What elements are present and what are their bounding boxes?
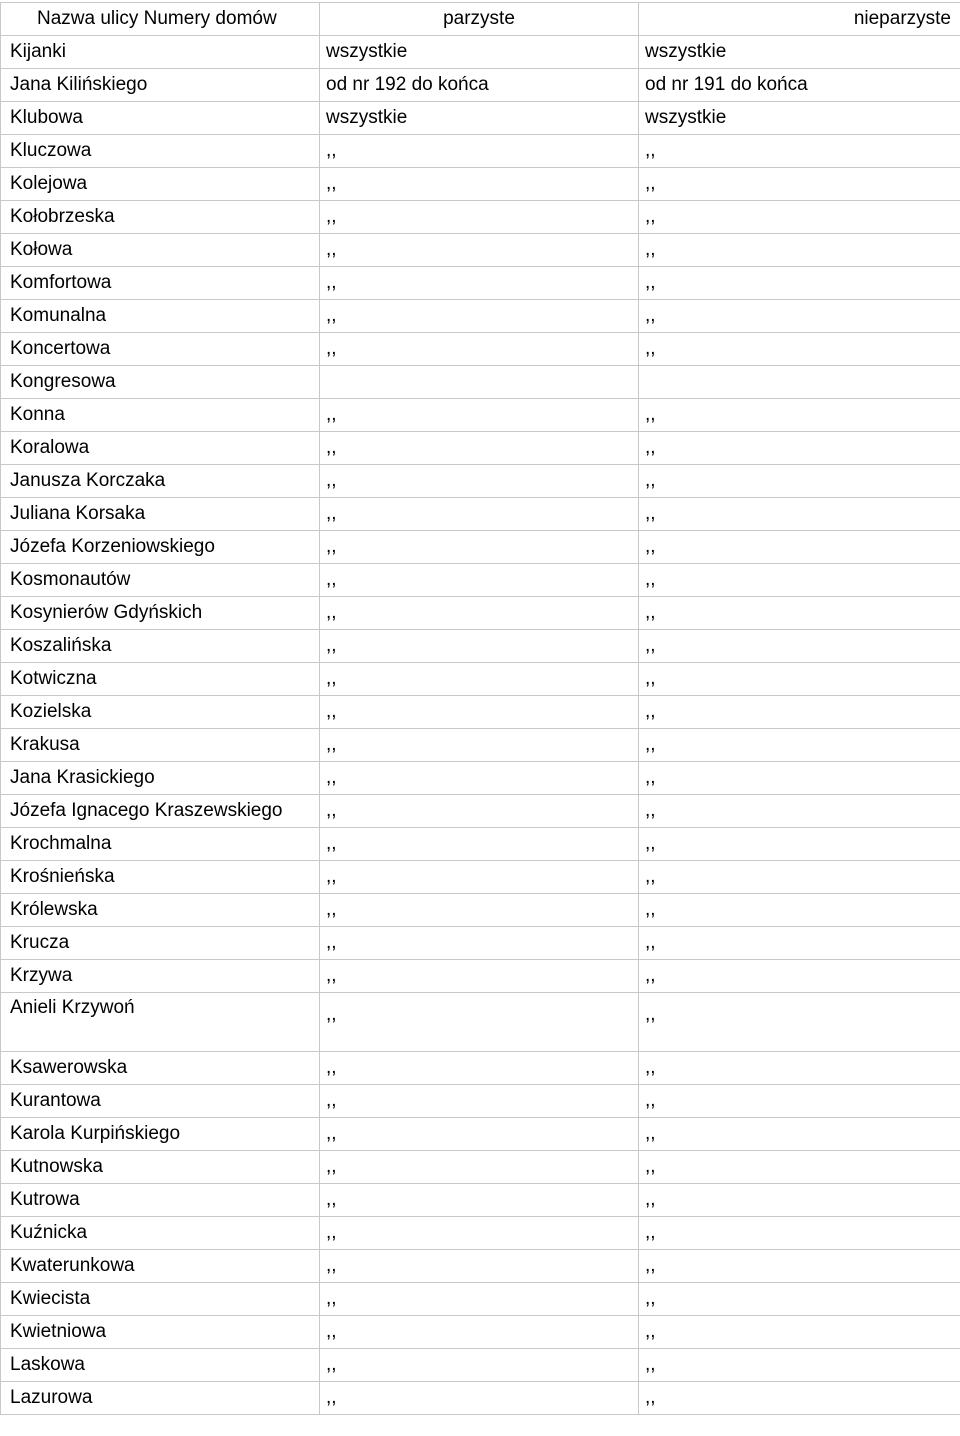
even-numbers-cell: ,, [320, 531, 639, 564]
street-name-cell: Krochmalna [1, 828, 320, 861]
even-numbers-cell: ,, [320, 927, 639, 960]
street-name-cell: Koszalińska [1, 630, 320, 663]
even-numbers-cell: ,, [320, 729, 639, 762]
odd-numbers-cell: ,, [639, 201, 960, 234]
table-row [1, 1382, 960, 1415]
odd-numbers-cell: ,, [639, 630, 960, 663]
odd-numbers-cell: wszystkie [639, 102, 960, 135]
street-name-cell: Klubowa [1, 102, 320, 135]
even-numbers-cell: ,, [320, 168, 639, 201]
odd-numbers-cell: ,, [639, 795, 960, 828]
street-name-cell: Krośnieńska [1, 861, 320, 894]
odd-numbers-cell: ,, [639, 300, 960, 333]
street-name-cell: Kwiecista [1, 1283, 320, 1316]
street-name-cell: Ksawerowska [1, 1052, 320, 1085]
odd-numbers-cell: ,, [639, 663, 960, 696]
odd-numbers-cell: ,, [639, 828, 960, 861]
table-row [1, 1052, 960, 1085]
table-row [1, 531, 960, 564]
odd-numbers-cell: ,, [639, 1151, 960, 1184]
table-row [1, 1283, 960, 1316]
even-numbers-cell: ,, [320, 1283, 639, 1316]
streets-table [0, 2, 960, 1415]
odd-numbers-cell: ,, [639, 1217, 960, 1250]
even-numbers-cell: ,, [320, 597, 639, 630]
table-row [1, 1217, 960, 1250]
table-row [1, 1151, 960, 1184]
even-numbers-cell: ,, [320, 498, 639, 531]
odd-numbers-cell: ,, [639, 993, 960, 1052]
odd-numbers-cell: ,, [639, 135, 960, 168]
header-street-numbers: Nazwa ulicy Numery domów [1, 3, 320, 36]
street-name-cell: Kołobrzeska [1, 201, 320, 234]
even-numbers-cell: ,, [320, 1052, 639, 1085]
odd-numbers-cell: ,, [639, 1085, 960, 1118]
street-name-cell: Anieli Krzywoń [1, 993, 320, 1052]
street-name-cell: Komunalna [1, 300, 320, 333]
odd-numbers-cell: ,, [639, 531, 960, 564]
table-row [1, 960, 960, 993]
even-numbers-cell: ,, [320, 465, 639, 498]
table-row [1, 465, 960, 498]
odd-numbers-cell: ,, [639, 1349, 960, 1382]
even-numbers-cell: ,, [320, 1118, 639, 1151]
even-numbers-cell: ,, [320, 135, 639, 168]
odd-numbers-cell: ,, [639, 564, 960, 597]
odd-numbers-cell: ,, [639, 729, 960, 762]
street-name-cell: Kołowa [1, 234, 320, 267]
street-name-cell: Jana Krasickiego [1, 762, 320, 795]
even-numbers-cell: ,, [320, 1349, 639, 1382]
table-header-row [1, 3, 960, 36]
odd-numbers-cell: wszystkie [639, 36, 960, 69]
table-row [1, 168, 960, 201]
odd-numbers-cell: ,, [639, 333, 960, 366]
streets-table-body [1, 3, 960, 1415]
odd-numbers-cell [639, 366, 960, 399]
table-row [1, 1184, 960, 1217]
table-row [1, 36, 960, 69]
table-row [1, 894, 960, 927]
even-numbers-cell: ,, [320, 861, 639, 894]
even-numbers-cell: ,, [320, 894, 639, 927]
table-row [1, 1316, 960, 1349]
table-row [1, 993, 960, 1052]
odd-numbers-cell: ,, [639, 1316, 960, 1349]
even-numbers-cell: ,, [320, 1316, 639, 1349]
even-numbers-cell: ,, [320, 1184, 639, 1217]
table-row [1, 564, 960, 597]
table-row [1, 762, 960, 795]
odd-numbers-cell: ,, [639, 1184, 960, 1217]
table-row [1, 663, 960, 696]
even-numbers-cell: ,, [320, 333, 639, 366]
odd-numbers-cell: ,, [639, 861, 960, 894]
even-numbers-cell: ,, [320, 1151, 639, 1184]
table-row [1, 69, 960, 102]
street-name-cell: Karola Kurpińskiego [1, 1118, 320, 1151]
street-name-cell: Kutrowa [1, 1184, 320, 1217]
street-name-cell: Kluczowa [1, 135, 320, 168]
table-row [1, 1118, 960, 1151]
table-row [1, 366, 960, 399]
odd-numbers-cell: ,, [639, 1382, 960, 1415]
even-numbers-cell: ,, [320, 1217, 639, 1250]
table-row [1, 333, 960, 366]
odd-numbers-cell: ,, [639, 1118, 960, 1151]
street-name-cell: Kotwiczna [1, 663, 320, 696]
even-numbers-cell: ,, [320, 1250, 639, 1283]
street-name-cell: Juliana Korsaka [1, 498, 320, 531]
street-name-cell: Kurantowa [1, 1085, 320, 1118]
street-name-cell: Kolejowa [1, 168, 320, 201]
even-numbers-cell: ,, [320, 432, 639, 465]
table-row [1, 135, 960, 168]
street-name-cell: Jana Kilińskiego [1, 69, 320, 102]
table-row [1, 300, 960, 333]
street-name-cell: Koralowa [1, 432, 320, 465]
even-numbers-cell: ,, [320, 399, 639, 432]
table-row [1, 861, 960, 894]
even-numbers-cell: ,, [320, 564, 639, 597]
odd-numbers-cell: ,, [639, 1283, 960, 1316]
street-name-cell: Krucza [1, 927, 320, 960]
table-row [1, 1250, 960, 1283]
even-numbers-cell: ,, [320, 960, 639, 993]
odd-numbers-cell: ,, [639, 498, 960, 531]
street-name-cell: Królewska [1, 894, 320, 927]
street-name-cell: Kutnowska [1, 1151, 320, 1184]
street-name-cell: Konna [1, 399, 320, 432]
street-name-cell: Kosynierów Gdyńskich [1, 597, 320, 630]
even-numbers-cell: wszystkie [320, 36, 639, 69]
street-name-cell: Janusza Korczaka [1, 465, 320, 498]
street-name-cell: Komfortowa [1, 267, 320, 300]
table-row [1, 102, 960, 135]
even-numbers-cell: od nr 192 do końca [320, 69, 639, 102]
table-row [1, 927, 960, 960]
odd-numbers-cell: ,, [639, 762, 960, 795]
street-name-cell: Józefa Korzeniowskiego [1, 531, 320, 564]
table-row [1, 1349, 960, 1382]
street-name-cell: Krakusa [1, 729, 320, 762]
even-numbers-cell: ,, [320, 234, 639, 267]
street-name-cell: Lazurowa [1, 1382, 320, 1415]
table-row [1, 432, 960, 465]
street-name-cell: Krzywa [1, 960, 320, 993]
odd-numbers-cell: ,, [639, 696, 960, 729]
even-numbers-cell: ,, [320, 663, 639, 696]
table-row [1, 630, 960, 663]
even-numbers-cell: ,, [320, 300, 639, 333]
table-row [1, 234, 960, 267]
table-row [1, 399, 960, 432]
odd-numbers-cell: ,, [639, 234, 960, 267]
even-numbers-cell: ,, [320, 1085, 639, 1118]
street-name-cell: Koncertowa [1, 333, 320, 366]
table-row [1, 597, 960, 630]
even-numbers-cell: ,, [320, 993, 639, 1052]
header-odd: nieparzyste [639, 3, 960, 36]
odd-numbers-cell: ,, [639, 267, 960, 300]
even-numbers-cell: ,, [320, 795, 639, 828]
odd-numbers-cell: ,, [639, 465, 960, 498]
odd-numbers-cell: ,, [639, 960, 960, 993]
odd-numbers-cell: ,, [639, 432, 960, 465]
odd-numbers-cell: ,, [639, 1052, 960, 1085]
even-numbers-cell: ,, [320, 1382, 639, 1415]
street-name-cell: Kongresowa [1, 366, 320, 399]
street-name-cell: Kijanki [1, 36, 320, 69]
odd-numbers-cell: ,, [639, 597, 960, 630]
table-row [1, 795, 960, 828]
even-numbers-cell: ,, [320, 201, 639, 234]
odd-numbers-cell: ,, [639, 894, 960, 927]
street-name-cell: Józefa Ignacego Kraszewskiego [1, 795, 320, 828]
odd-numbers-cell: ,, [639, 927, 960, 960]
even-numbers-cell: ,, [320, 828, 639, 861]
table-row [1, 267, 960, 300]
odd-numbers-cell: od nr 191 do końca [639, 69, 960, 102]
table-row [1, 1085, 960, 1118]
odd-numbers-cell: ,, [639, 399, 960, 432]
even-numbers-cell: ,, [320, 696, 639, 729]
even-numbers-cell [320, 366, 639, 399]
street-name-cell: Kwaterunkowa [1, 1250, 320, 1283]
street-name-cell: Kozielska [1, 696, 320, 729]
street-name-cell: Laskowa [1, 1349, 320, 1382]
street-name-cell: Kuźnicka [1, 1217, 320, 1250]
even-numbers-cell: wszystkie [320, 102, 639, 135]
table-row [1, 498, 960, 531]
even-numbers-cell: ,, [320, 630, 639, 663]
even-numbers-cell: ,, [320, 267, 639, 300]
odd-numbers-cell: ,, [639, 1250, 960, 1283]
odd-numbers-cell: ,, [639, 168, 960, 201]
street-name-cell: Kwietniowa [1, 1316, 320, 1349]
header-even: parzyste [320, 3, 639, 36]
street-name-cell: Kosmonautów [1, 564, 320, 597]
even-numbers-cell: ,, [320, 762, 639, 795]
table-row [1, 828, 960, 861]
table-row [1, 696, 960, 729]
table-row [1, 729, 960, 762]
table-row [1, 201, 960, 234]
